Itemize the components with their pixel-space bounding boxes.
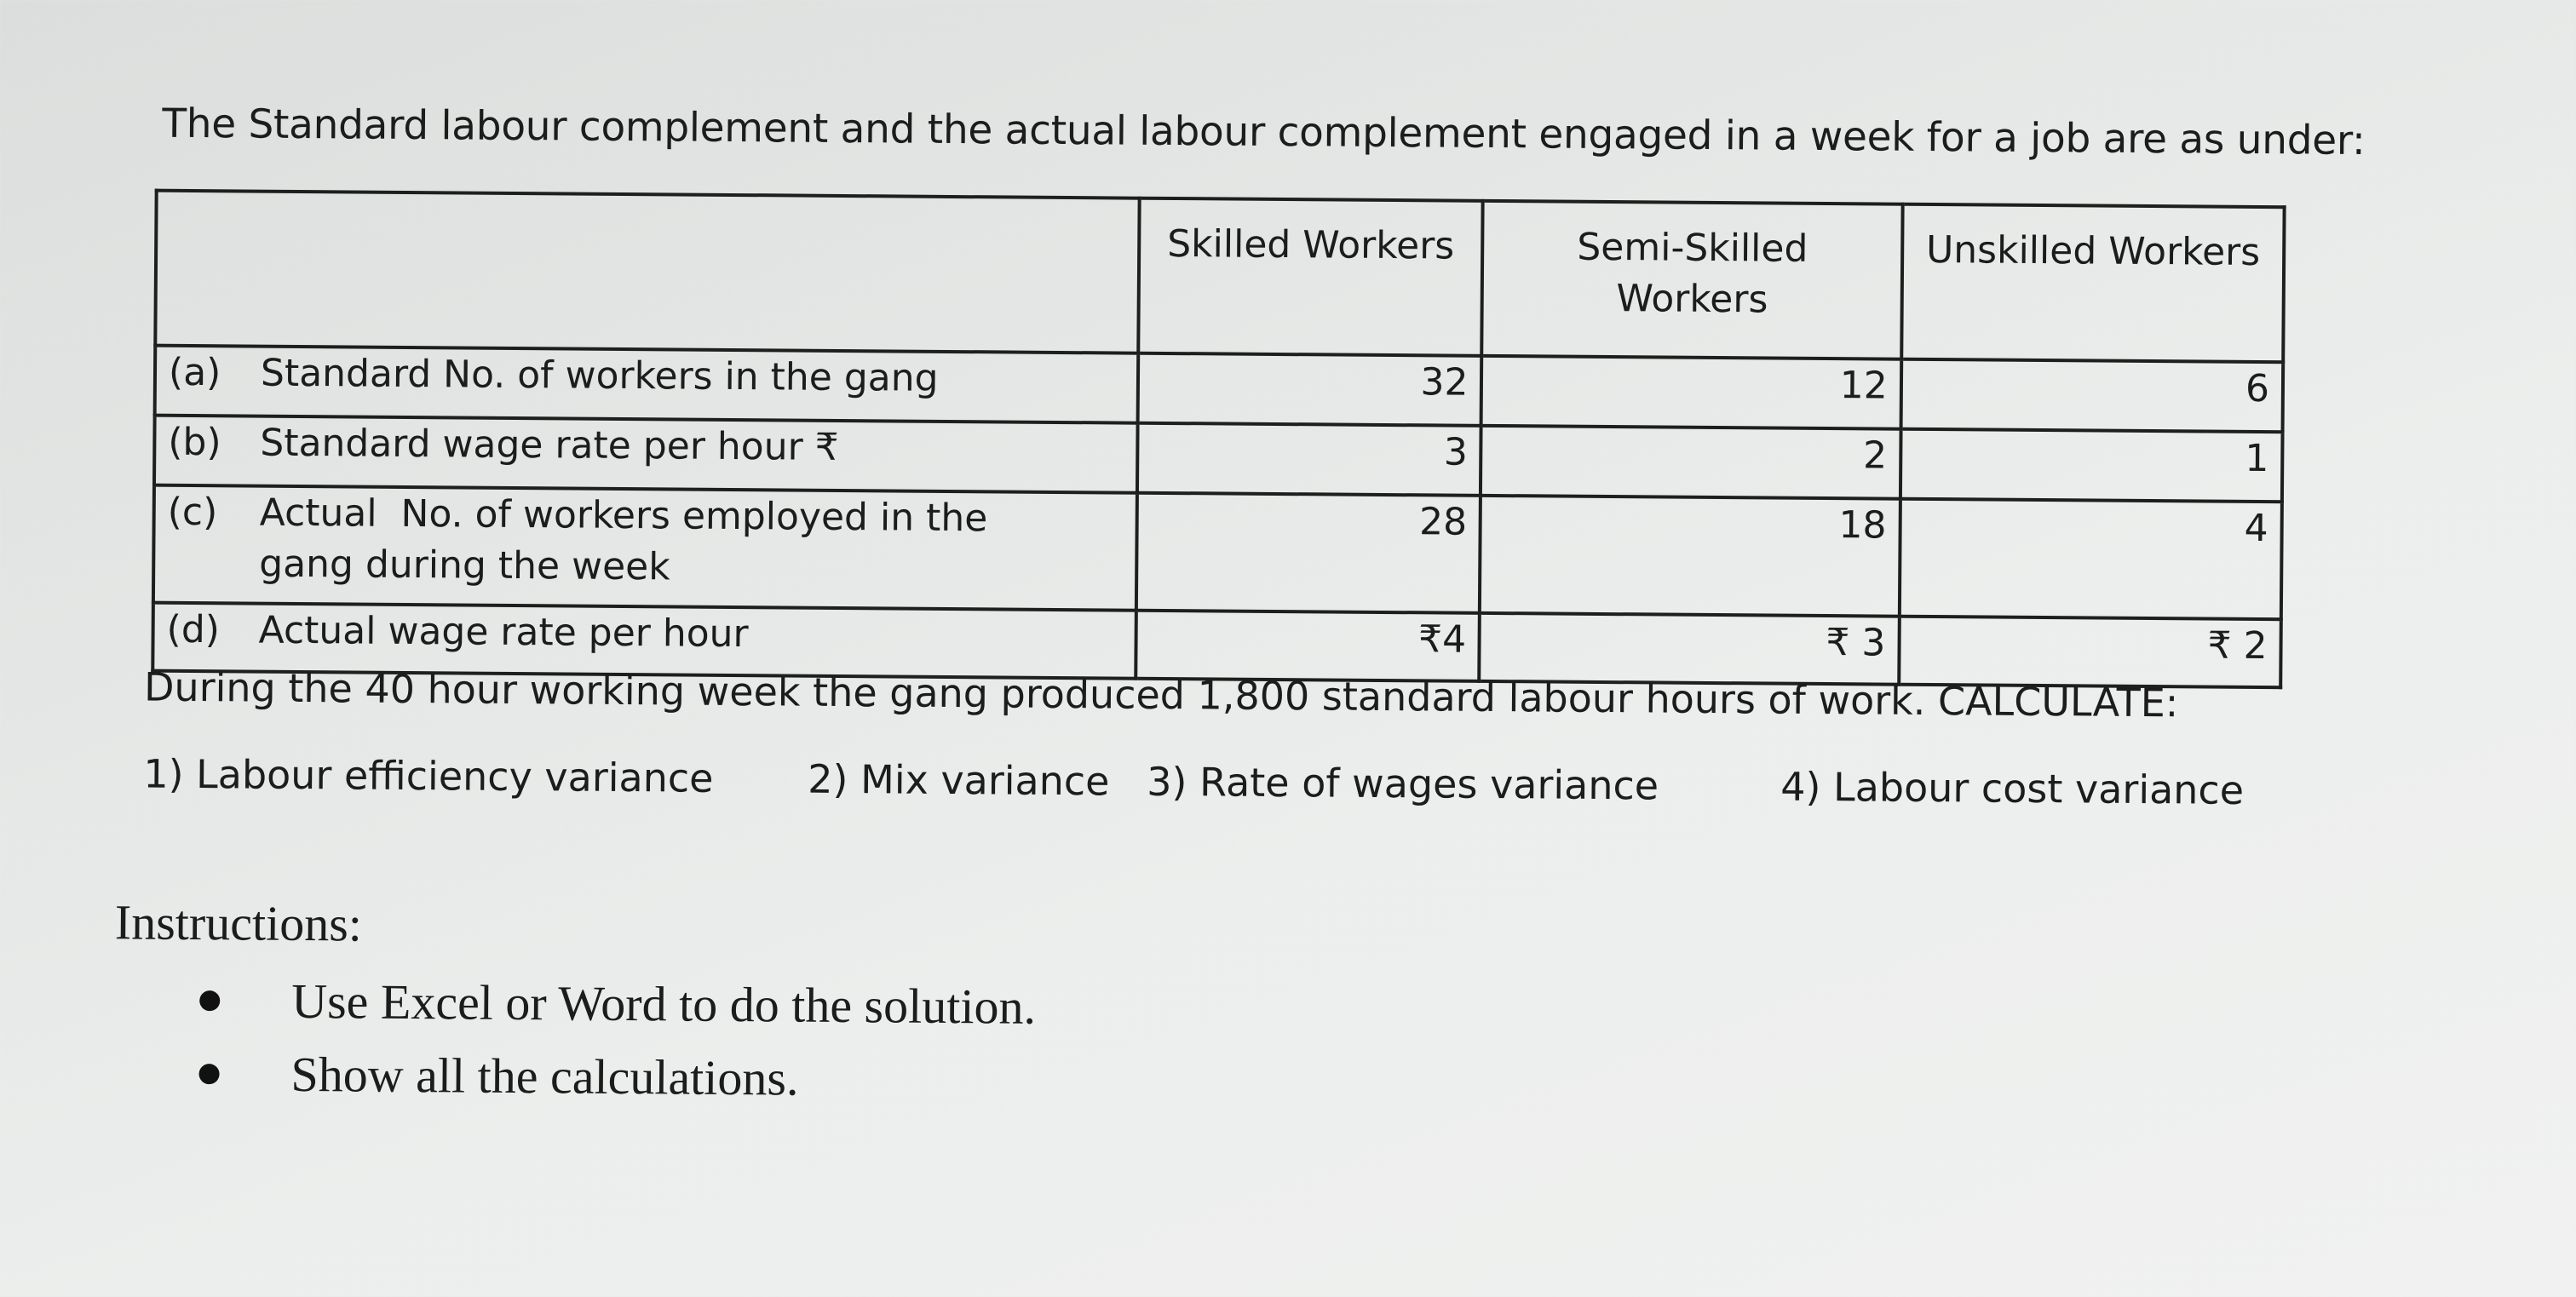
cell-unskilled: 6: [1900, 359, 2283, 433]
row-label-continuation: gang during the week: [259, 542, 670, 589]
row-label: [153, 485, 1137, 611]
header-unskilled-workers: Unskilled Workers: [1901, 204, 2285, 363]
row-label-text: Standard wage rate per hour ₹: [260, 421, 839, 469]
task-item: 4) Labour cost variance: [1780, 763, 2245, 813]
instructions-heading: Instructions:: [114, 894, 363, 952]
problem-paragraph: During the 40 hour working week the gang produced 1,800 standard labour hours of work. CALCULATE:: [143, 663, 2179, 726]
table-row: [153, 485, 2282, 620]
cell-skilled: 3: [1136, 423, 1481, 496]
row-tag: (b): [168, 420, 221, 465]
intro-text: The Standard labour complement and the actual labour complement engaged in a week for a job are as under:: [162, 100, 2366, 165]
cell-unskilled: 1: [1900, 429, 2283, 502]
cell-unskilled: 4: [1900, 499, 2282, 620]
instruction-text: Show all the calculations.: [290, 1046, 799, 1106]
row-label-text: Actual wage rate per hour: [258, 608, 749, 657]
task-item: 1) Labour efficiency variance: [143, 750, 714, 801]
cell-skilled: ₹4: [1136, 611, 1481, 681]
cell-skilled: 32: [1137, 353, 1482, 426]
cell-semi-skilled: ₹ 3: [1480, 613, 1900, 685]
cell-semi-skilled: 2: [1481, 426, 1900, 499]
table-header-row: [155, 191, 2284, 363]
cell-unskilled: ₹ 2: [1899, 617, 2281, 688]
cell-semi-skilled: 12: [1481, 356, 1901, 429]
row-tag: (d): [166, 607, 221, 652]
header-semi-skilled-workers: Semi-Skilled Workers: [1482, 201, 1903, 359]
row-label-text: Standard No. of workers in the gang: [260, 351, 939, 400]
cell-skilled: 28: [1136, 493, 1481, 613]
labour-complement-table: [151, 189, 2286, 690]
header-skilled-workers: Skilled Workers: [1138, 198, 1483, 356]
instruction-item: [199, 964, 1036, 1044]
row-label-text: Actual No. of workers employed in the: [259, 491, 988, 541]
bullet-icon: [199, 990, 220, 1011]
task-item: 3) Rate of wages variance: [1147, 758, 1659, 809]
cell-semi-skilled: 18: [1480, 496, 1900, 617]
row-tag: (a): [168, 350, 221, 395]
task-item: 2) Mix variance: [808, 755, 1110, 805]
bullet-icon: [198, 1064, 219, 1084]
instruction-text: Use Excel or Word to do the solution.: [290, 973, 1037, 1035]
row-label: [154, 416, 1137, 493]
instruction-item: [198, 1037, 1035, 1117]
row-tag: (c): [167, 490, 218, 535]
row-label: [155, 346, 1138, 423]
instructions-list: [198, 964, 1036, 1117]
header-blank-cell: [155, 191, 1139, 353]
